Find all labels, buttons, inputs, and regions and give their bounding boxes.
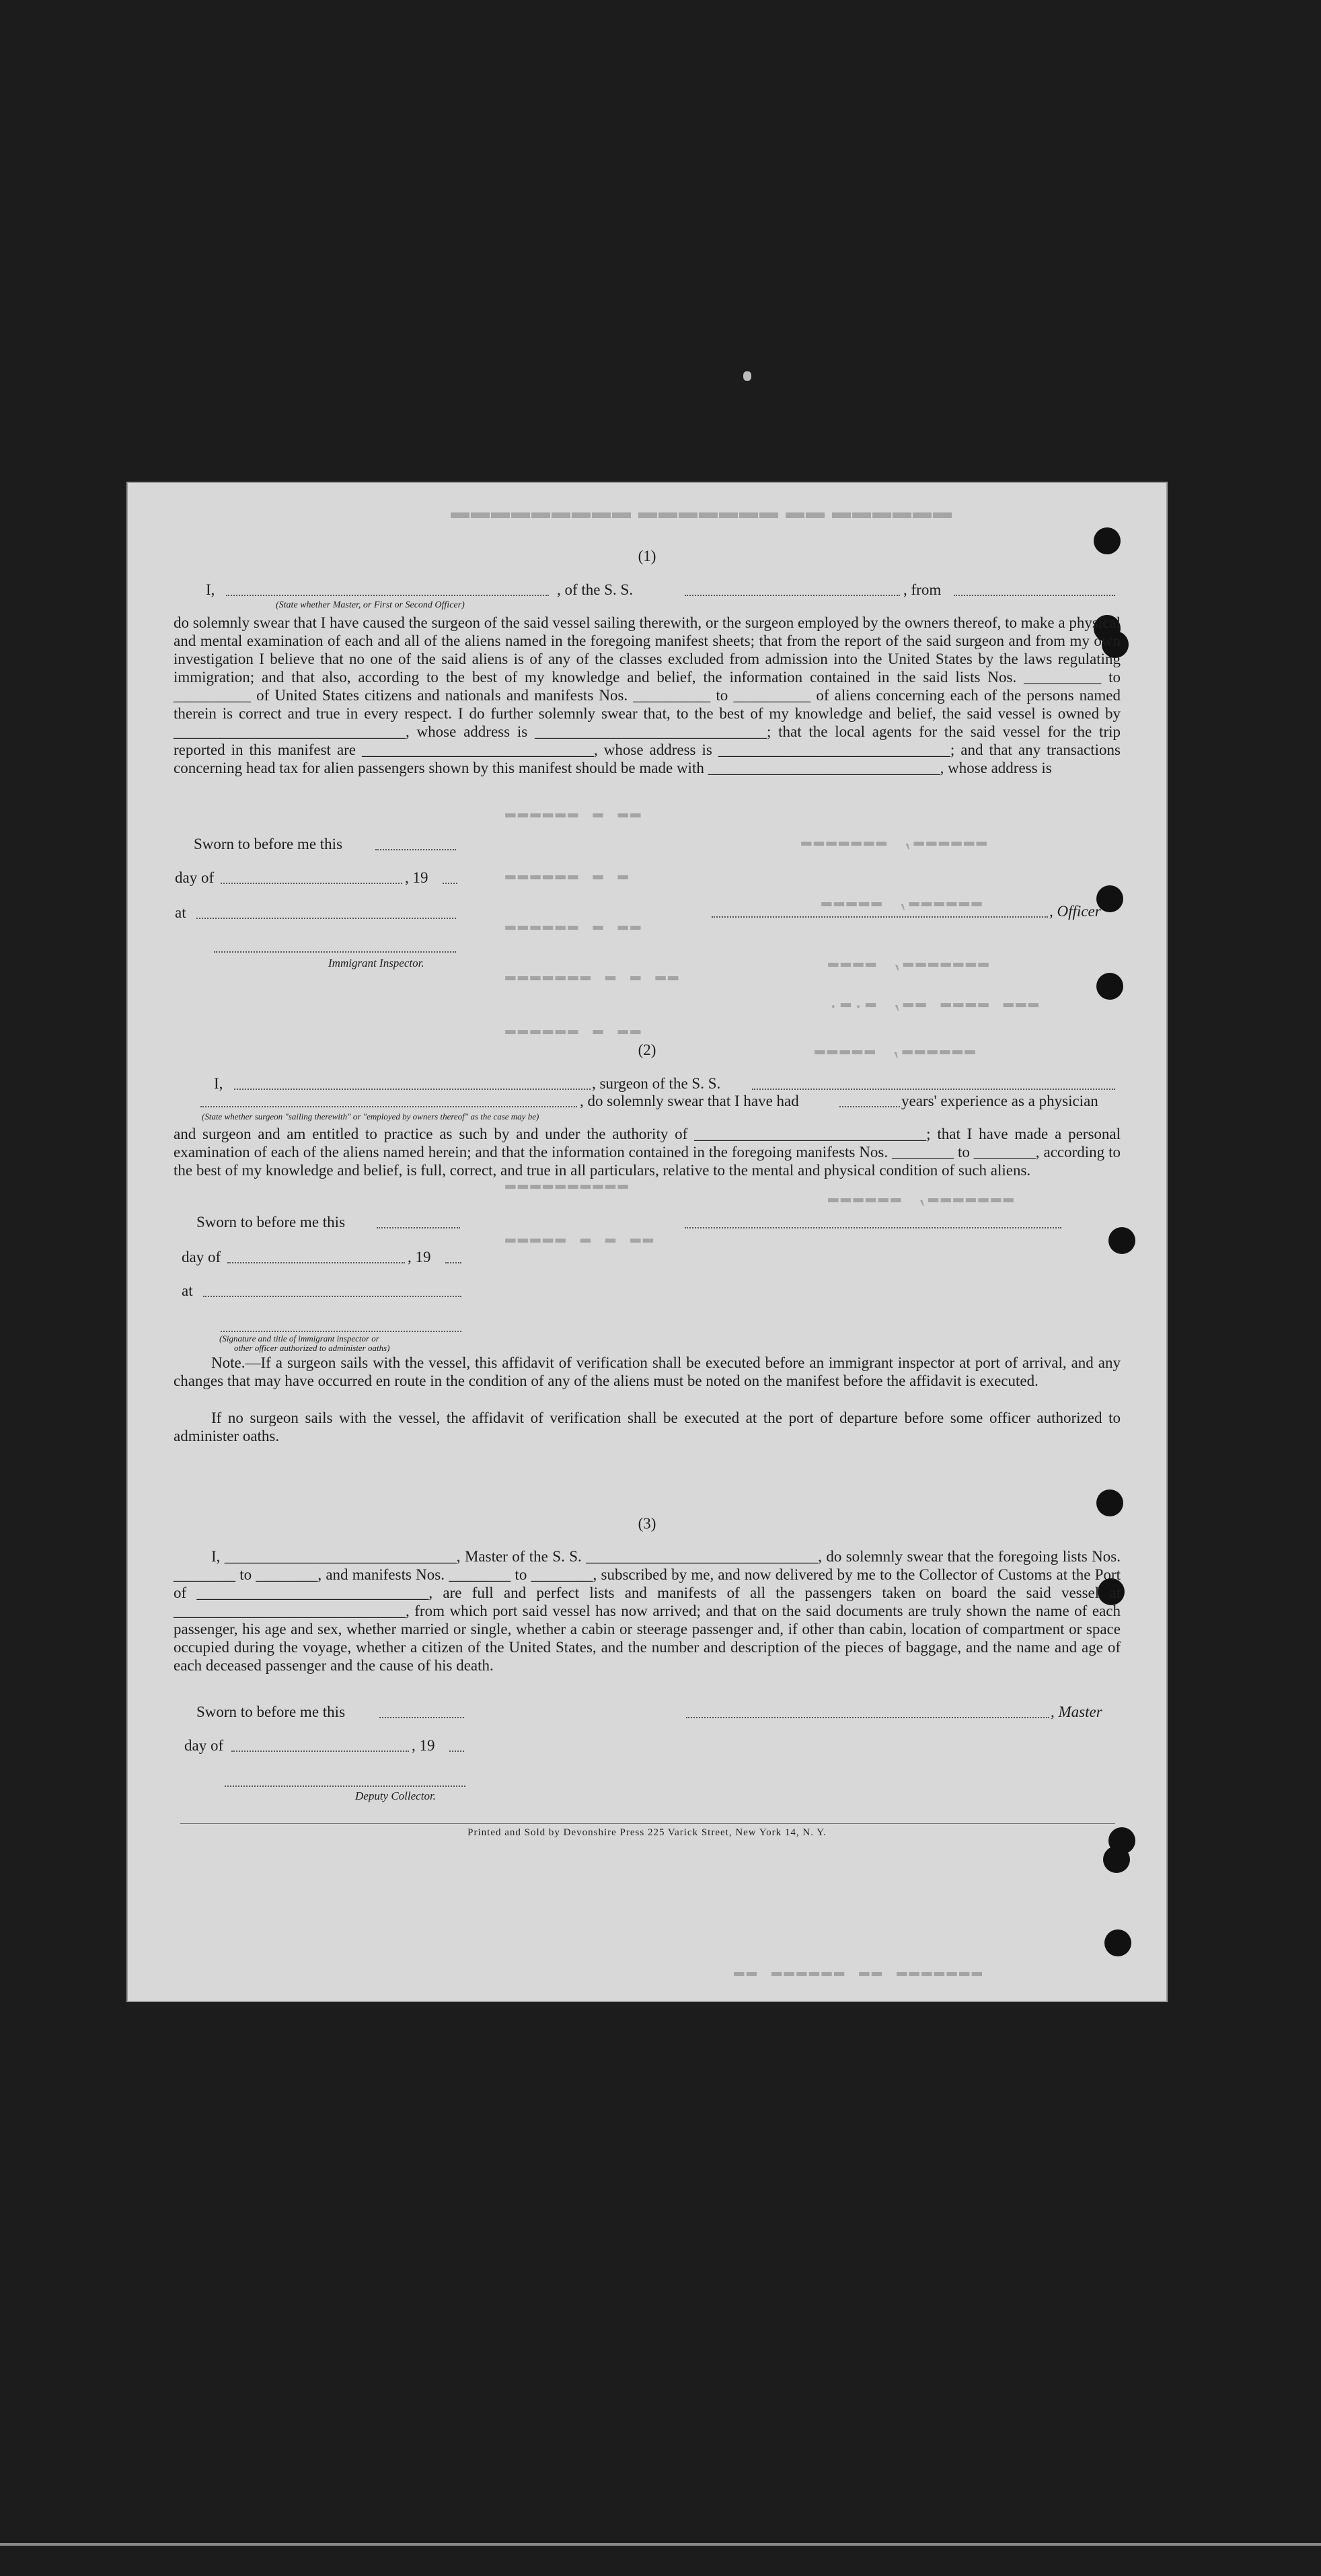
section-2-oath-text: and surgeon and am entitled to practice as such by and under the authority of ______________________________; that I have made a personal examination of each of the aliens named herein; and that the information contained in the foregoing manifests Nos. ________ to ________, according to the best of my knowledge and belief, is full, correct, and true in all particulars, relative to the mental and physical condition of such aliens.: [174, 1126, 1121, 1179]
bleed-through-row: ▬▬▬▬▬▬, ▬▬▬▬▬: [813, 1040, 975, 1060]
surgeon-name-field: [234, 1076, 591, 1090]
bleed-through-row: ▬▬▬▬▬▬, ▬▬▬▬▬▬▬: [799, 832, 987, 852]
deputy-collector-label: Deputy Collector.: [355, 1790, 436, 1802]
section-1-sworn-label: Sworn to before me this: [194, 836, 343, 852]
section-2-number: (2): [638, 1041, 656, 1058]
master-name-field: [226, 583, 549, 596]
bleed-through-header: ▬▬▬▬▬▬ ▬▬ ▬▬▬▬▬▬▬ ▬▬▬▬▬▬▬▬▬: [449, 502, 952, 523]
collector-signature-field: [225, 1773, 465, 1787]
surgeon-role-field: [200, 1094, 577, 1107]
section-2-sig-label-1: (Signature and title of immigrant inspector or: [219, 1333, 379, 1344]
footer-rule: [180, 1823, 1115, 1824]
manifest-page: [126, 482, 1168, 2002]
section-2-year-label: , 19: [408, 1249, 431, 1265]
bleed-through-row: ▬ ▬ ▬▬▬▬▬▬: [503, 865, 629, 885]
bleed-through-row: ▬▬▬▬▬▬▬, ▬▬▬▬: [826, 953, 989, 973]
section-2-day-label: day of: [182, 1249, 221, 1265]
master-role-hint: (State whether Master, or First or Second Officer): [276, 600, 465, 610]
bleed-through-row: ▬▬ ▬ ▬ ▬▬▬▬▬▬▬: [503, 966, 679, 986]
section-2-sig-label-2: other officer authorized to administer oaths): [234, 1343, 390, 1353]
officer-signature-field: [712, 904, 1048, 918]
section-2-sworn-label: Sworn to before me this: [196, 1214, 346, 1230]
bleed-through-row: ▬▬ ▬ ▬▬▬▬▬▬: [503, 803, 641, 823]
bleed-through-row: ▬▬ ▬ ▬▬▬▬▬▬: [503, 1020, 641, 1040]
punch-hole-icon: [1104, 1929, 1131, 1956]
ship-name-field: [685, 583, 900, 596]
bleed-through-row: ▬▬ ▬ ▬▬▬▬▬▬: [503, 916, 641, 936]
section-1-oath-text: do solemnly swear that I have caused the surgeon of the said vessel sailing therewith, or the surgeon employed by the owners thereof, to make a physical and mental examination of each and all of the aliens named in the foregoing manifest sheets; that from the report of the said surgeon and from my own investigation I believe that no one of the said aliens is of any of the classes excluded from admission into the United States by the laws regulating immigration; and that also, according to the best of my knowledge and belief, the information contained in the said lists Nos. __________ to __________ of United States citizens and nationals and manifests Nos. __________ to __________ of aliens concerning each of the persons named therein is correct and true in every respect. I do further solemnly swear that, to the best of my knowledge and belief, the said vessel is owned by ______________________________, whose address is ______________________________; that the local agents for the said vessel for the trip reported in this manifest are ______________________________, whose address is ______________________________; and that any transactions concerning head tax for alien passengers shown by this manifest should be made with ______________________________, whose address is: [174, 614, 1121, 776]
bleed-through-row: ▬▬▬▬▬▬▬▬▬▬: [503, 1175, 629, 1195]
section-3-sworn-field: [379, 1705, 464, 1718]
surgeon-swear-label: , do solemnly swear that I have had: [580, 1093, 799, 1109]
section-3-day-field: [231, 1738, 409, 1752]
inspector-label: Immigrant Inspector.: [328, 957, 424, 969]
punch-hole-icon: [1103, 1846, 1130, 1873]
section-1-day-label: day of: [175, 869, 215, 886]
section-2-inspector-signature: [221, 1319, 461, 1332]
bleed-through-row: ▬▬ ▬ ▬ ▬▬▬▬▬: [503, 1228, 654, 1249]
punch-hole-icon: [1108, 1227, 1135, 1254]
master-signature-field: [686, 1705, 1049, 1718]
surgeon-ship-field: [752, 1076, 1115, 1090]
master-label: , Master: [1051, 1703, 1102, 1720]
surgeon-role-hint: (State whether surgeon "sailing therewith" or "employed by owners thereof" as the case may be): [202, 1111, 539, 1121]
section-2-opening-i: I,: [214, 1075, 223, 1092]
section-1-year-field: [443, 871, 457, 884]
section-2-surgeon-signature: [685, 1215, 1061, 1228]
surgeon-of-label: , surgeon of the S. S.: [592, 1075, 721, 1092]
section-1-year-label: , 19: [405, 869, 428, 886]
section-2-sworn-field: [377, 1215, 460, 1228]
section-2-year-field: [445, 1250, 461, 1263]
years-field: [839, 1094, 900, 1107]
bleed-through-row: ▬▬▬▬▬▬▬ ▬▬ ▬▬▬▬▬▬ ▬▬: [732, 1962, 983, 1982]
film-edge: [0, 2543, 1321, 2546]
from-label: , from: [903, 581, 942, 598]
section-2-at-label: at: [182, 1282, 193, 1299]
bleed-through-row: ▬▬▬▬▬▬, ▬▬▬▬▬: [819, 892, 982, 912]
section-1-opening-i: I,: [206, 581, 215, 598]
section-3-number: (3): [638, 1515, 656, 1532]
section-3-oath-text: I, ______________________________, Master of the S. S. ______________________________, do solemnly swear that the foregoing lists Nos. ________ to ________, and manifests Nos. ________ to ________, subscribed by me, and now delivered by me to the Collector of Customs at the Port of ______________________________, are full and perfect lists and manifests of all the passengers taken on board the said vessel at ______________________________, from which port said vessel has now arrived; and that on the said documents are truly shown the name of each passenger, his age and sex, whether married or single, whether a cabin or steerage passenger and, if other than cabin, location of compartment or space occupied during the voyage, whether a citizen of the United States, and the number and description of the pieces of baggage, and the name and age of each deceased passenger and the cause of his death.: [174, 1548, 1121, 1674]
from-port-field: [954, 583, 1115, 596]
section-2-at-field: [203, 1284, 461, 1297]
printer-imprint: Printed and Sold by Devonshire Press 225 Varick Street, New York 14, N. Y.: [467, 1827, 827, 1838]
section-3-day-label: day of: [184, 1737, 224, 1754]
bleed-through-row: ▬▬▬▬▬▬▬, ▬▬▬▬▬▬: [826, 1188, 1014, 1208]
section-1-number: (1): [638, 548, 656, 564]
surgeon-note-text: Note.—If a surgeon sails with the vessel, this affidavit of verification shall be executed before an immigrant inspector at port of arrival, and any changes that may have occurred en route in the condition of any of the aliens must be noted on the manifest before the affidavit is executed.: [174, 1354, 1121, 1389]
inspector-signature-field: [214, 939, 456, 953]
scan-speck: [743, 371, 751, 381]
bleed-through-row: ▬▬▬ ▬▬▬▬ ▬▬, ▬.▬.: [826, 993, 1039, 1013]
section-3-year-label: , 19: [412, 1737, 435, 1754]
of-ss-label: , of the S. S.: [557, 581, 634, 598]
section-2-day-field: [227, 1250, 405, 1263]
section-1-day-field: [221, 871, 402, 884]
punch-hole-icon: [1096, 973, 1123, 1000]
years-experience-label: years' experience as a physician: [901, 1093, 1098, 1109]
officer-label: , Officer: [1049, 903, 1101, 920]
punch-hole-icon: [1096, 1489, 1123, 1516]
section-3-sworn-label: Sworn to before me this: [196, 1703, 346, 1720]
no-surgeon-note-text: If no surgeon sails with the vessel, the affidavit of verification shall be executed at the port of departure before some officer authorized to administer oaths.: [174, 1409, 1121, 1444]
section-1-at-field: [196, 906, 456, 919]
section-1-sworn-field: [375, 837, 456, 850]
section-3-year-field: [449, 1738, 464, 1752]
section-1-at-label: at: [175, 904, 186, 921]
